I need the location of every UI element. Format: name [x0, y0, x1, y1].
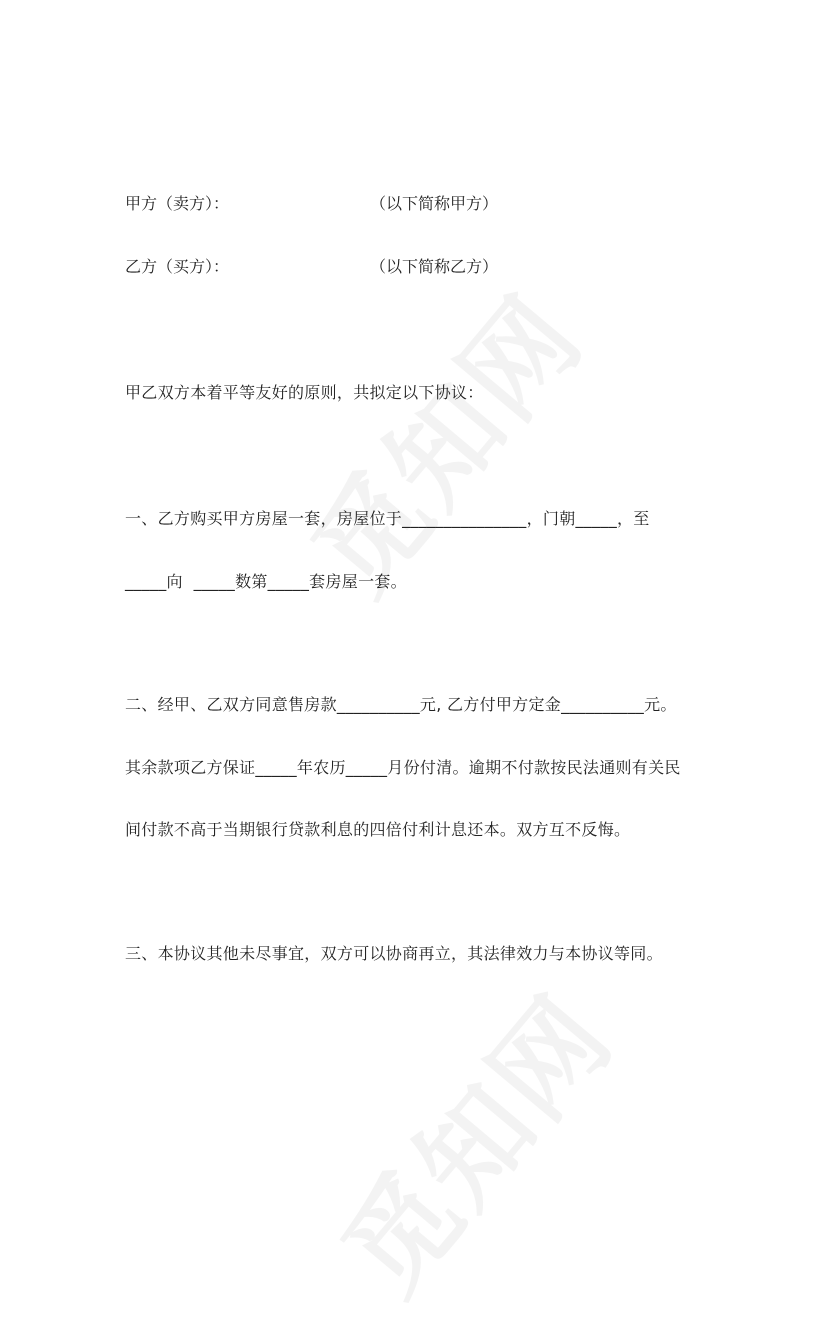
seller-label: 甲方（卖方）： — [125, 194, 230, 213]
clause1-line2: _____向 _____数第_____套房屋一套。 — [125, 572, 407, 591]
clause2-line1: 二、经甲、乙双方同意售房款__________元, 乙方付甲方定金__________元。 — [125, 695, 677, 714]
buyer-label: 乙方（买方）： — [125, 257, 230, 276]
clause3-line1: 三、本协议其他未尽事宜，双方可以协商再立，其法律效力与本协议等同。 — [125, 944, 663, 963]
clause1-line1: 一、乙方购买甲方房屋一套，房屋位于_______________，门朝_____，至 — [125, 509, 650, 528]
clause2-line2: 其余款项乙方保证_____年农历_____月份付清。逾期不付款按民法通则有关民 — [125, 758, 681, 777]
watermark — [271, 257, 612, 621]
clause2-line3: 间付款不高于当期银行贷款利息的四倍付利计息还本。双方互不反悔。 — [125, 820, 631, 839]
buyer-note: （以下简称乙方） — [370, 257, 499, 276]
intro-paragraph: 甲乙双方本着平等友好的原则，共拟定以下协议： — [125, 383, 484, 402]
seller-note: （以下简称甲方） — [370, 194, 499, 213]
watermark-bottom — [301, 957, 642, 1321]
